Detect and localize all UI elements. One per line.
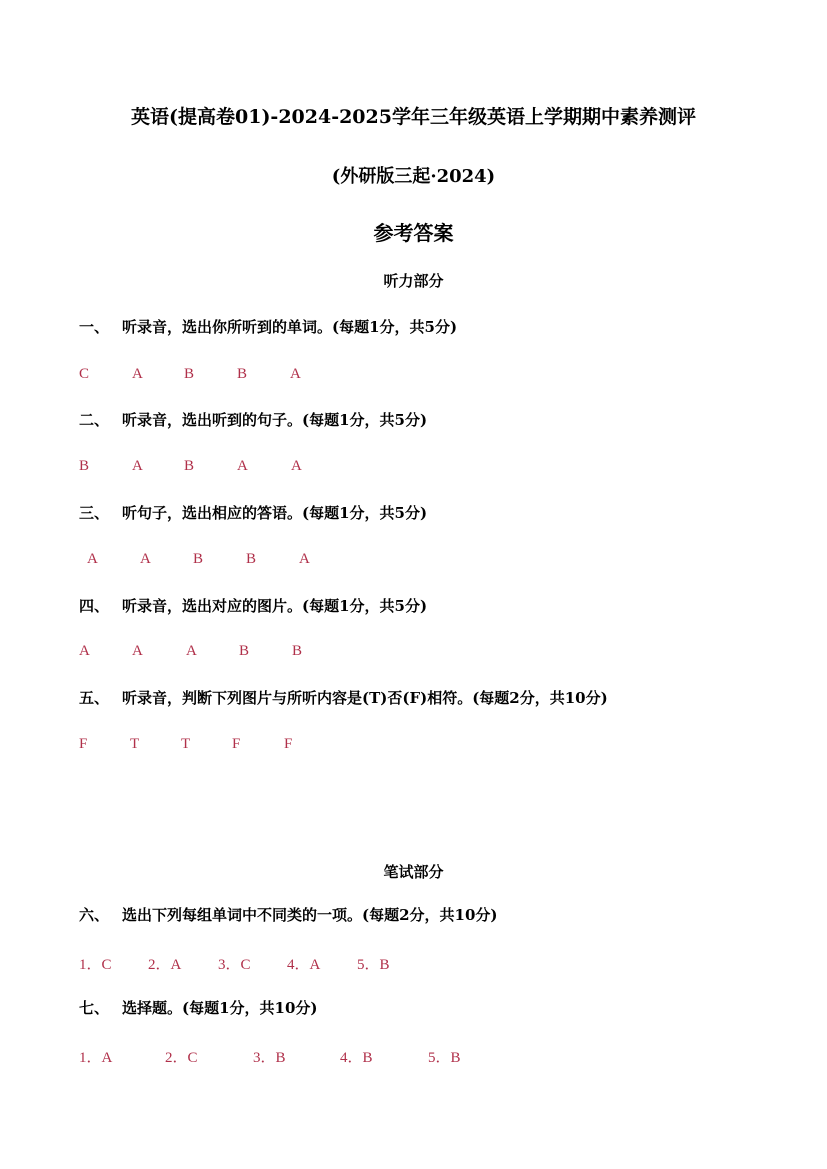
section-6-number: 六、	[79, 906, 110, 924]
answer: A	[87, 551, 98, 567]
document-subtitle: (外研版三起·2024)	[331, 166, 496, 187]
answer: A	[186, 643, 197, 659]
section-7-text: 选择题。(每题1分，共10分)	[122, 999, 318, 1017]
section-5-number: 五、	[79, 689, 110, 707]
answer: 4．A	[287, 957, 321, 973]
answer: B	[246, 551, 257, 567]
section-2-text: 听录音，选出听到的句子。(每题1分，共5分)	[122, 411, 428, 429]
answer: A	[132, 458, 143, 474]
answer: A	[132, 366, 143, 382]
answer: T	[130, 736, 140, 752]
answer: B	[237, 366, 248, 382]
answer: B	[79, 458, 90, 474]
answer: A	[291, 458, 302, 474]
document-title: 英语(提高卷01)-2024-2025学年三年级英语上学期期中素养测评	[131, 106, 696, 128]
section-1-number: 一、	[79, 318, 110, 336]
answer: F	[284, 736, 293, 752]
section-6-text: 选出下列每组单词中不同类的一项。(每题2分，共10分)	[122, 906, 498, 924]
answer: C	[79, 366, 90, 382]
answer: 4．B	[340, 1050, 373, 1066]
answer: 2．C	[165, 1050, 198, 1066]
section-3-question	[79, 502, 427, 523]
answer: 5．B	[357, 957, 390, 973]
answer: B	[193, 551, 204, 567]
answer: 1．C	[79, 957, 112, 973]
answer-key-heading: 参考答案	[373, 221, 454, 245]
section-4-number: 四、	[79, 597, 110, 615]
section-2-number: 二、	[79, 411, 110, 429]
section-4-text: 听录音，选出对应的图片。(每题1分，共5分)	[122, 597, 428, 615]
section-5-text: 听录音，判断下列图片与所听内容是(T)否(F)相符。(每题2分，共10分)	[122, 689, 608, 707]
section-3-number: 三、	[79, 504, 110, 522]
section-7-number: 七、	[79, 999, 110, 1017]
answer: 3．C	[218, 957, 251, 973]
answer: B	[292, 643, 303, 659]
section-1-text: 听录音，选出你所听到的单词。(每题1分，共5分)	[122, 318, 458, 336]
answer: A	[299, 551, 310, 567]
answer: B	[184, 458, 195, 474]
answer: 2．A	[148, 957, 182, 973]
section-1-question	[79, 316, 457, 337]
section-6-question	[79, 904, 498, 925]
answer: A	[79, 643, 90, 659]
answer: 3．B	[253, 1050, 286, 1066]
answer: T	[181, 736, 191, 752]
answer: A	[290, 366, 301, 382]
writing-part-heading: 笔试部分	[383, 863, 444, 881]
section-5-question	[79, 687, 608, 708]
listening-part-heading: 听力部分	[383, 272, 444, 290]
answer: A	[140, 551, 151, 567]
answer: 1．A	[79, 1050, 113, 1066]
answer: A	[132, 643, 143, 659]
answer: A	[237, 458, 248, 474]
answer: B	[239, 643, 250, 659]
section-7-question	[79, 997, 318, 1018]
answer: B	[184, 366, 195, 382]
section-2-question	[79, 409, 427, 430]
answer: 5．B	[428, 1050, 461, 1066]
section-4-question	[79, 595, 427, 616]
section-3-text: 听句子，选出相应的答语。(每题1分，共5分)	[122, 504, 428, 522]
answer: F	[79, 736, 88, 752]
answer: F	[232, 736, 241, 752]
